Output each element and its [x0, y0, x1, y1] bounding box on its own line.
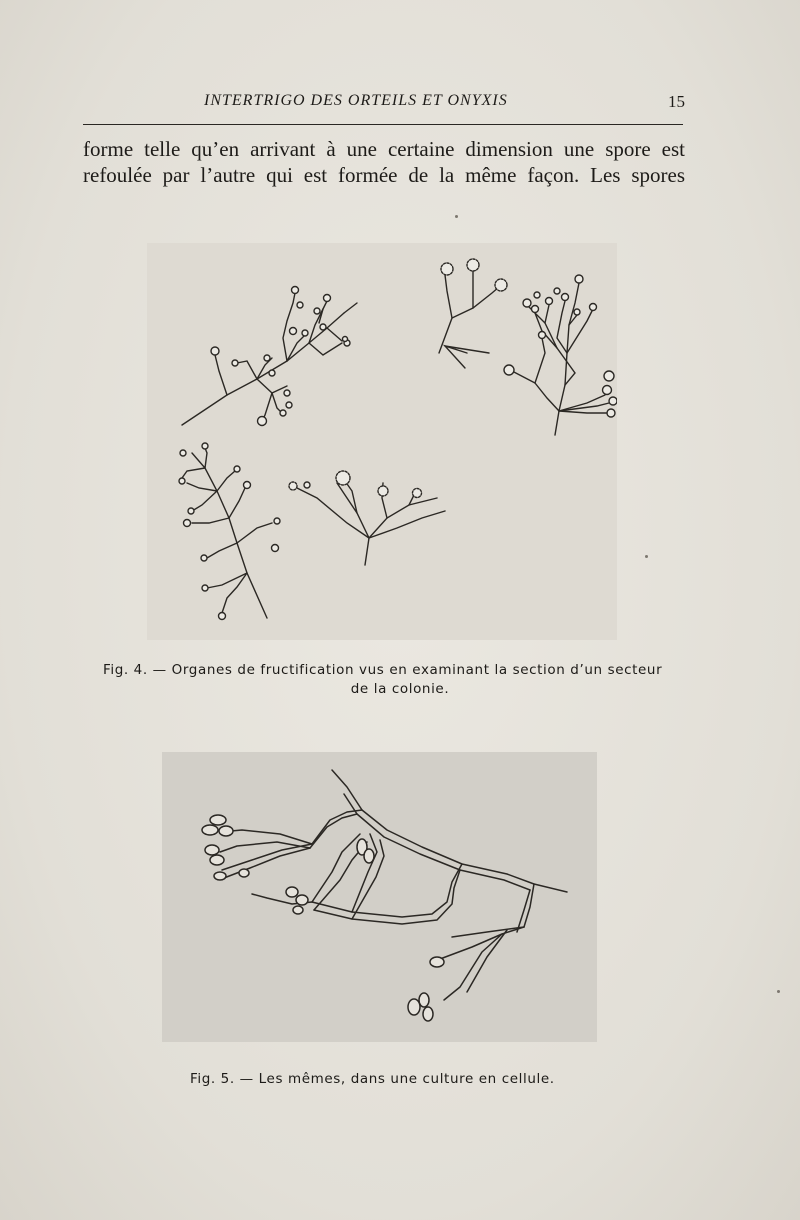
header-rule [83, 124, 683, 125]
figure-5-illustration [162, 752, 597, 1042]
paper-speck [645, 555, 648, 558]
figure-4-caption-line-1: Fig. 4. — Organes de fructification vus en examinant la section d’un secteur [103, 662, 663, 678]
fig4-hypha-cluster-d [182, 448, 272, 618]
fig4-spores-cluster-b [441, 259, 507, 291]
body-text-line-2: refoulée par l’autre qui est formée de la même façon. Les spores [83, 163, 685, 187]
body-text-line-1: forme telle qu’en arrivant à une certaine dimension une spore est [83, 137, 685, 161]
figure-4-caption-line-2: de la colonie. [350, 681, 450, 697]
paper-speck [777, 990, 780, 993]
figure-5-caption: Fig. 5. — Les mêmes, dans une culture en cellule. [190, 1071, 555, 1087]
page-number: 15 [668, 92, 685, 111]
fig4-spores-cluster-a [211, 287, 350, 426]
running-title: INTERTRIGO DES ORTEILS ET ONYXIS [204, 92, 508, 109]
figure-4-illustration [147, 243, 617, 640]
fig4-hypha-cluster-e [297, 481, 445, 565]
paper-speck [455, 215, 458, 218]
fig4-spores-cluster-c [504, 275, 617, 417]
fig4-hypha-cluster-b [439, 268, 499, 368]
